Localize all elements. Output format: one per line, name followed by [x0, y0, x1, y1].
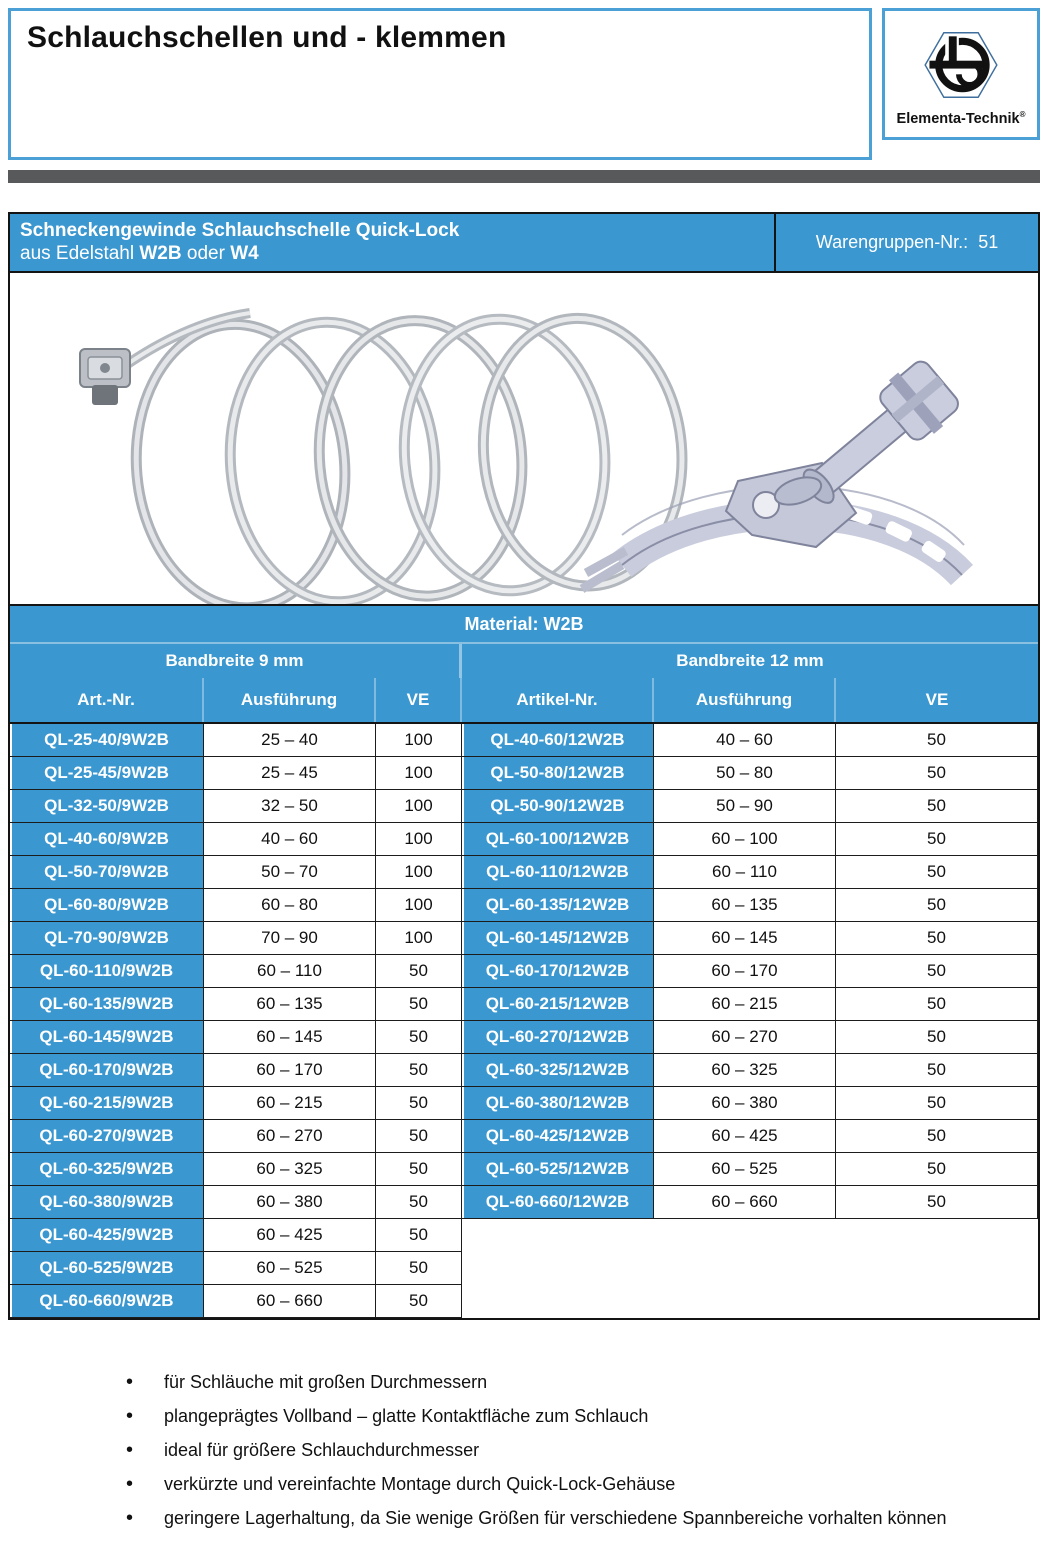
- ve-cell: 50: [836, 856, 1038, 889]
- range-cell: 60 – 270: [654, 1021, 836, 1054]
- article-number-cell: QL-60-170/12W2B: [462, 955, 654, 988]
- page-header: [8, 8, 1040, 160]
- elementa-technik-logo-icon: [918, 22, 1004, 108]
- article-number-cell: QL-50-70/9W2B: [10, 856, 204, 889]
- divider-bar: [8, 170, 1040, 183]
- subtitle-prefix: aus Edelstahl: [20, 243, 140, 264]
- product-images-svg: [10, 273, 1038, 604]
- range-cell: 60 – 170: [204, 1054, 376, 1087]
- ve-cell: 50: [836, 1186, 1038, 1219]
- article-number-cell: QL-60-425/12W2B: [462, 1120, 654, 1153]
- range-cell: 50 – 80: [654, 757, 836, 790]
- ve-cell: 50: [376, 1054, 462, 1087]
- ve-cell: 50: [836, 1153, 1038, 1186]
- empty-table-region: [462, 1219, 1038, 1318]
- col-header-ausfuehrung-left: Ausführung: [204, 678, 376, 722]
- article-number-cell: QL-60-135/12W2B: [462, 889, 654, 922]
- article-number-cell: QL-60-270/12W2B: [462, 1021, 654, 1054]
- range-cell: 25 – 45: [204, 757, 376, 790]
- article-number-cell: QL-50-90/12W2B: [462, 790, 654, 823]
- article-number-cell: QL-60-170/9W2B: [10, 1054, 204, 1087]
- registered-mark: ®: [1019, 109, 1026, 119]
- ve-cell: 50: [376, 1021, 462, 1054]
- ve-cell: 50: [376, 955, 462, 988]
- range-cell: 60 – 215: [204, 1087, 376, 1120]
- col-header-ausfuehrung-right: Ausführung: [654, 678, 836, 722]
- article-number-cell: QL-60-145/9W2B: [10, 1021, 204, 1054]
- range-cell: 60 – 145: [654, 922, 836, 955]
- ve-cell: 50: [836, 955, 1038, 988]
- material-w2b: W2B: [139, 243, 182, 264]
- ve-cell: 50: [836, 757, 1038, 790]
- article-number-cell: QL-60-100/12W2B: [462, 823, 654, 856]
- feature-bullet: • verkürzte und vereinfachte Montage durch Quick-Lock-Gehäuse: [126, 1474, 1040, 1495]
- bandwidth-12mm-header: Bandbreite 12 mm: [676, 651, 824, 670]
- article-number-cell: QL-60-215/9W2B: [10, 1087, 204, 1120]
- feature-bullet: • geringere Lagerhaltung, da Sie wenige Größen für verschiedene Spannbereiche vorhalten können: [126, 1508, 1040, 1529]
- company-logo-box: [882, 8, 1040, 140]
- article-number-cell: QL-60-660/9W2B: [10, 1285, 204, 1318]
- ve-cell: 50: [376, 1153, 462, 1186]
- ve-cell: 50: [836, 922, 1038, 955]
- ve-cell: 50: [836, 1021, 1038, 1054]
- ve-cell: 50: [836, 823, 1038, 856]
- range-cell: 60 – 325: [204, 1153, 376, 1186]
- article-number-cell: QL-60-380/12W2B: [462, 1087, 654, 1120]
- page-title: Schlauchschellen und - klemmen: [27, 21, 507, 54]
- quick-lock-head-image: [582, 355, 965, 589]
- range-cell: 60 – 525: [204, 1252, 376, 1285]
- product-subtitle: [20, 242, 764, 265]
- ve-cell: 50: [836, 1054, 1038, 1087]
- ve-cell: 50: [376, 988, 462, 1021]
- hose-clamp-band-image: [80, 286, 693, 604]
- logo-name: [897, 110, 1026, 127]
- article-number-cell: QL-60-660/12W2B: [462, 1186, 654, 1219]
- ve-cell: 50: [836, 988, 1038, 1021]
- ve-cell: 50: [376, 1219, 462, 1252]
- feature-bullet: • ideal für größere Schlauchdurchmesser: [126, 1440, 1040, 1461]
- logo-text: Elementa-Technik: [896, 110, 1020, 127]
- range-cell: 25 – 40: [204, 724, 376, 757]
- ve-cell: 50: [376, 1087, 462, 1120]
- col-header-art-nr: Art.-Nr.: [10, 678, 204, 722]
- ve-cell: 50: [836, 889, 1038, 922]
- range-cell: 60 – 380: [204, 1186, 376, 1219]
- warengruppen-label: Warengruppen-Nr.:: [815, 232, 969, 252]
- range-cell: 60 – 660: [654, 1186, 836, 1219]
- material-w4: W4: [230, 243, 259, 264]
- product-block: [8, 212, 1040, 1320]
- article-number-cell: QL-60-215/12W2B: [462, 988, 654, 1021]
- ve-cell: 50: [376, 1252, 462, 1285]
- range-cell: 60 – 110: [654, 856, 836, 889]
- ve-cell: 50: [836, 724, 1038, 757]
- range-cell: 60 – 380: [654, 1087, 836, 1120]
- range-cell: 60 – 80: [204, 889, 376, 922]
- article-number-cell: QL-25-40/9W2B: [10, 724, 204, 757]
- range-cell: 50 – 90: [654, 790, 836, 823]
- range-cell: 32 – 50: [204, 790, 376, 823]
- ve-cell: 100: [376, 823, 462, 856]
- ve-cell: 50: [376, 1120, 462, 1153]
- range-cell: 70 – 90: [204, 922, 376, 955]
- range-cell: 60 – 325: [654, 1054, 836, 1087]
- range-cell: 60 – 135: [204, 988, 376, 1021]
- range-cell: 60 – 215: [654, 988, 836, 1021]
- article-number-cell: QL-40-60/12W2B: [462, 724, 654, 757]
- ve-cell: 50: [376, 1186, 462, 1219]
- ve-cell: 50: [836, 1087, 1038, 1120]
- article-number-cell: QL-32-50/9W2B: [10, 790, 204, 823]
- range-cell: 40 – 60: [654, 724, 836, 757]
- col-header-ve-right: VE: [925, 690, 949, 709]
- range-cell: 60 – 110: [204, 955, 376, 988]
- article-number-cell: QL-60-380/9W2B: [10, 1186, 204, 1219]
- ve-cell: 100: [376, 724, 462, 757]
- bandwidth-9mm-header: Bandbreite 9 mm: [10, 644, 462, 678]
- product-images: [10, 273, 1038, 606]
- ve-cell: 100: [376, 922, 462, 955]
- article-number-cell: QL-60-525/12W2B: [462, 1153, 654, 1186]
- article-number-cell: QL-60-525/9W2B: [10, 1252, 204, 1285]
- article-number-cell: QL-60-325/9W2B: [10, 1153, 204, 1186]
- article-number-cell: QL-60-145/12W2B: [462, 922, 654, 955]
- range-cell: 60 – 170: [654, 955, 836, 988]
- feature-bullet: • für Schläuche mit großen Durchmessern: [126, 1372, 1040, 1393]
- column-header-row: [10, 678, 1038, 724]
- product-header-bar: [10, 214, 1038, 273]
- article-number-cell: QL-60-80/9W2B: [10, 889, 204, 922]
- article-number-cell: QL-60-270/9W2B: [10, 1120, 204, 1153]
- range-cell: 60 – 270: [204, 1120, 376, 1153]
- ve-cell: 100: [376, 757, 462, 790]
- range-cell: 60 – 425: [654, 1120, 836, 1153]
- ve-cell: 100: [376, 889, 462, 922]
- range-cell: 50 – 70: [204, 856, 376, 889]
- article-number-cell: QL-60-325/12W2B: [462, 1054, 654, 1087]
- range-cell: 60 – 525: [654, 1153, 836, 1186]
- col-header-artikel-nr: Artikel-Nr.: [462, 678, 654, 722]
- article-table: [10, 724, 1038, 1318]
- ve-cell: 100: [376, 790, 462, 823]
- range-cell: 60 – 100: [654, 823, 836, 856]
- article-number-cell: QL-25-45/9W2B: [10, 757, 204, 790]
- material-header: Material: W2B: [10, 606, 1038, 644]
- ve-cell: 100: [376, 856, 462, 889]
- ve-cell: 50: [376, 1285, 462, 1318]
- range-cell: 60 – 135: [654, 889, 836, 922]
- ve-cell: 50: [836, 1120, 1038, 1153]
- article-number-cell: QL-60-425/9W2B: [10, 1219, 204, 1252]
- range-cell: 60 – 145: [204, 1021, 376, 1054]
- bandwidth-header-row: [10, 644, 1038, 678]
- warengruppen-value: 51: [978, 232, 999, 252]
- col-header-ve-left: VE: [376, 678, 462, 722]
- article-number-cell: QL-60-135/9W2B: [10, 988, 204, 1021]
- range-cell: 40 – 60: [204, 823, 376, 856]
- product-header-text: [10, 214, 774, 271]
- article-number-cell: QL-60-110/12W2B: [462, 856, 654, 889]
- article-number-cell: QL-60-110/9W2B: [10, 955, 204, 988]
- feature-list: [8, 1372, 1040, 1529]
- warengruppen-box: [774, 214, 1038, 271]
- ve-cell: 50: [836, 790, 1038, 823]
- title-box: [8, 8, 872, 160]
- feature-bullet: • plangeprägtes Vollband – glatte Kontaktfläche zum Schlauch: [126, 1406, 1040, 1427]
- product-name: Schneckengewinde Schlauchschelle Quick-Lock: [20, 220, 460, 241]
- range-cell: 60 – 425: [204, 1219, 376, 1252]
- subtitle-middle: oder: [181, 243, 231, 264]
- article-number-cell: QL-70-90/9W2B: [10, 922, 204, 955]
- article-number-cell: QL-40-60/9W2B: [10, 823, 204, 856]
- article-number-cell: QL-50-80/12W2B: [462, 757, 654, 790]
- range-cell: 60 – 660: [204, 1285, 376, 1318]
